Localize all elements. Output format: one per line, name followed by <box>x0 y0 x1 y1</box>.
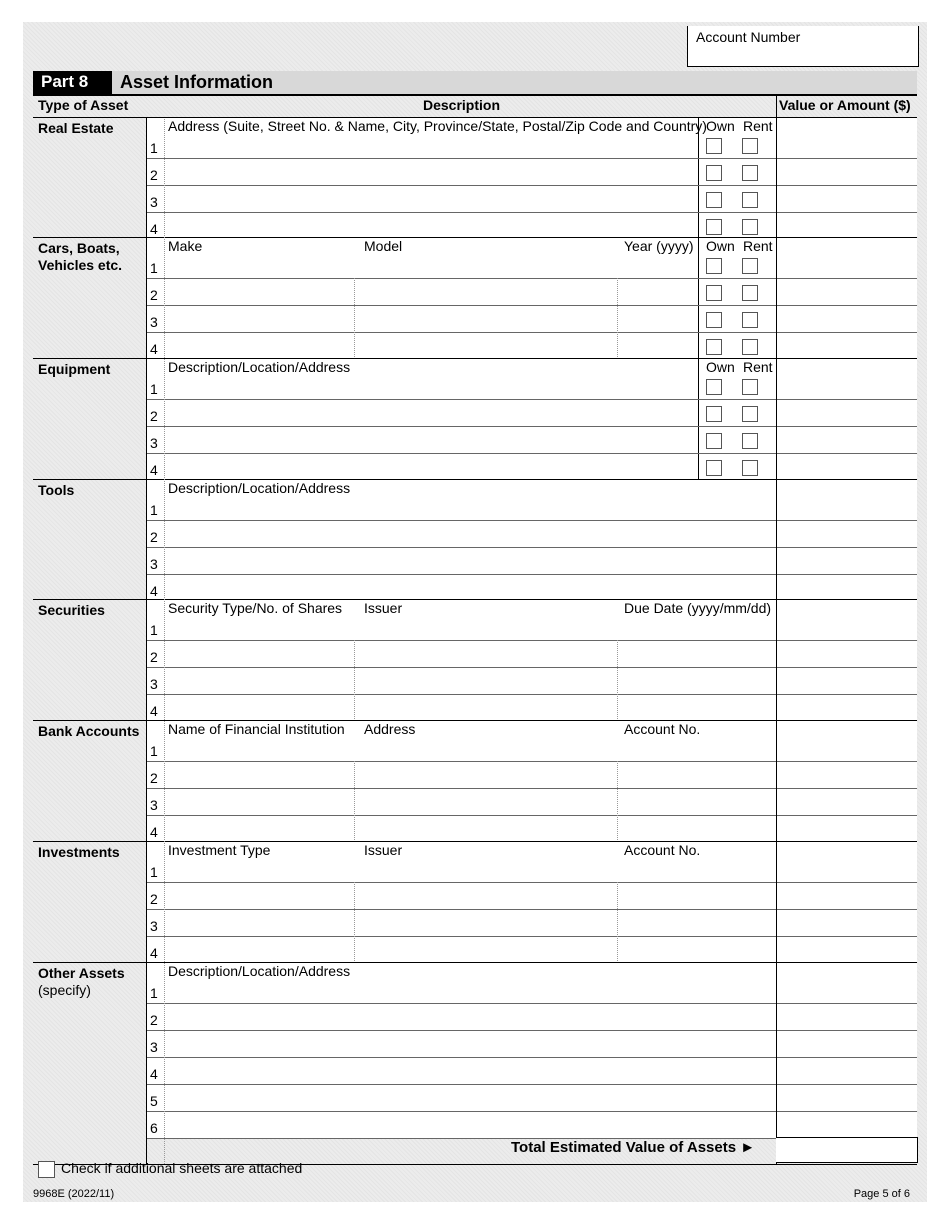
equipment-row-1-description-input[interactable] <box>164 358 698 399</box>
vehicles-row-4-own-checkbox[interactable] <box>706 339 722 355</box>
tools-row-number: 2 <box>150 529 158 545</box>
other-assets-column-label: Description/Location/Address <box>168 963 351 979</box>
equipment-column-label: Description/Location/Address <box>168 359 351 375</box>
equipment-row-number: 3 <box>150 435 158 451</box>
investments-row-3-description-input[interactable] <box>164 909 776 936</box>
securities-column-label: Security Type/No. of Shares <box>168 600 343 616</box>
securities-label <box>38 602 105 619</box>
tools-label <box>38 482 74 499</box>
tools-row-number: 1 <box>150 502 158 518</box>
equipment-row-3-own-checkbox[interactable] <box>706 433 722 449</box>
vehicles-row-4-rent-checkbox[interactable] <box>742 339 758 355</box>
equipment-row-3-rent-checkbox[interactable] <box>742 433 758 449</box>
bank-accounts-row-3-description-input[interactable] <box>164 788 776 815</box>
investments-row-3-value-input[interactable] <box>776 909 917 936</box>
equipment-row-3-description-input[interactable] <box>164 426 698 453</box>
real-estate-row-4-own-checkbox[interactable] <box>706 219 722 235</box>
investments-col-divider <box>354 882 355 963</box>
equipment-row-2-rent-checkbox[interactable] <box>742 406 758 422</box>
other-assets-row-1-description-input[interactable] <box>164 962 776 1003</box>
additional-sheets-checkbox[interactable] <box>38 1161 55 1178</box>
vehicles-row-number: 2 <box>150 287 158 303</box>
type-column-divider <box>146 117 147 1164</box>
vehicles-row-3-own-checkbox[interactable] <box>706 312 722 328</box>
securities-row-number: 4 <box>150 703 158 719</box>
investments-label <box>38 844 120 861</box>
equipment-row-4-rent-checkbox[interactable] <box>742 460 758 476</box>
securities-row-1-value-input[interactable] <box>776 599 917 640</box>
tools-row-2-value-input[interactable] <box>776 520 917 547</box>
real-estate-row-4-rent-checkbox[interactable] <box>742 219 758 235</box>
vehicles-row-1-rent-checkbox[interactable] <box>742 258 758 274</box>
tools-row-1-value-input[interactable] <box>776 479 917 520</box>
vehicles-row-1-value-input[interactable] <box>776 237 917 278</box>
type-of-asset-header: Type of Asset <box>38 97 129 113</box>
real-estate-name: Real Estate <box>38 120 114 136</box>
vehicles-row-number: 1 <box>150 260 158 276</box>
vehicles-row-2-own-checkbox[interactable] <box>706 285 722 301</box>
real-estate-row-2-own-checkbox[interactable] <box>706 165 722 181</box>
other-assets-row-3-value-input[interactable] <box>776 1030 917 1057</box>
investments-column-label: Investment Type <box>168 842 271 858</box>
investments-row-2-value-input[interactable] <box>776 882 917 909</box>
other-assets-row-number: 5 <box>150 1093 158 1109</box>
tools-row-1-description-input[interactable] <box>164 479 776 520</box>
bank-accounts-row-4-value-input[interactable] <box>776 815 917 842</box>
real-estate-row-4-description-input[interactable] <box>164 212 698 239</box>
total-estimated-value-input[interactable] <box>776 1137 918 1163</box>
vehicles-row-4-value-input[interactable] <box>776 332 917 359</box>
value-header: Value or Amount ($) <box>779 97 911 113</box>
other-assets-row-5-description-input[interactable] <box>164 1084 776 1111</box>
bank-accounts-column-label: Address <box>364 721 416 737</box>
other-assets-sub: (specify) <box>38 982 91 998</box>
other-assets-row-1-value-input[interactable] <box>776 962 917 1003</box>
other-assets-name: Other Assets <box>38 965 125 981</box>
tools-row-number: 4 <box>150 583 158 599</box>
page-number: Page 5 of 6 <box>853 1188 910 1200</box>
investments-column-label: Account No. <box>624 842 701 858</box>
real-estate-row-2-value-input[interactable] <box>776 158 917 185</box>
vehicles-own-label: Own <box>706 238 735 254</box>
bank-accounts-col-divider <box>617 761 618 842</box>
vehicles-row-number: 3 <box>150 314 158 330</box>
bank-accounts-column-label: Name of Financial Institution <box>168 721 345 737</box>
header-rule <box>33 94 917 96</box>
vehicles-column-label: Make <box>168 238 203 254</box>
other-assets-row-4-value-input[interactable] <box>776 1057 917 1084</box>
other-assets-row-5-value-input[interactable] <box>776 1084 917 1111</box>
tools-name: Tools <box>38 482 75 498</box>
vehicles-own-divider <box>698 237 699 359</box>
real-estate-row-number: 1 <box>150 140 158 156</box>
real-estate-row-3-rent-checkbox[interactable] <box>742 192 758 208</box>
form-id: 9968E (2022/11) <box>33 1188 115 1200</box>
real-estate-row-3-description-input[interactable] <box>164 185 698 212</box>
tools-row-4-description-input[interactable] <box>164 574 776 601</box>
other-assets-row-number: 3 <box>150 1039 158 1055</box>
bank-accounts-row-number: 3 <box>150 797 158 813</box>
bank-accounts-row-number: 1 <box>150 743 158 759</box>
tools-row-number: 3 <box>150 556 158 572</box>
other-assets-row-6-description-input[interactable] <box>164 1111 776 1138</box>
securities-row-number: 1 <box>150 622 158 638</box>
securities-name: Securities <box>38 602 105 618</box>
securities-row-2-value-input[interactable] <box>776 640 917 667</box>
real-estate-row-1-own-checkbox[interactable] <box>706 138 722 154</box>
securities-row-1-description-input[interactable] <box>164 599 776 640</box>
other-assets-label <box>38 965 125 999</box>
real-estate-column-label: Address (Suite, Street No. & Name, City, Province/State, Postal/Zip Code and Country) <box>168 118 707 134</box>
vehicles-label <box>38 240 122 274</box>
securities-column-label: Due Date (yyyy/mm/dd) <box>624 600 772 616</box>
equipment-own-label: Own <box>706 359 735 375</box>
securities-col-divider <box>617 640 618 721</box>
equipment-label <box>38 361 110 378</box>
other-assets-row-2-value-input[interactable] <box>776 1003 917 1030</box>
real-estate-label <box>38 120 113 137</box>
part-number: Part 8 <box>33 71 112 94</box>
bank-accounts-row-4-description-input[interactable] <box>164 815 776 842</box>
equipment-row-2-value-input[interactable] <box>776 399 917 426</box>
investments-row-1-value-input[interactable] <box>776 841 917 882</box>
other-assets-row-3-description-input[interactable] <box>164 1030 776 1057</box>
vehicles-row-2-rent-checkbox[interactable] <box>742 285 758 301</box>
bank-accounts-row-1-value-input[interactable] <box>776 720 917 761</box>
real-estate-row-number: 3 <box>150 194 158 210</box>
equipment-row-1-value-input[interactable] <box>776 358 917 399</box>
tools-row-3-description-input[interactable] <box>164 547 776 574</box>
vehicles-row-number: 4 <box>150 341 158 357</box>
other-assets-row-number: 4 <box>150 1066 158 1082</box>
other-assets-row-number: 1 <box>150 985 158 1001</box>
other-assets-row-4-description-input[interactable] <box>164 1057 776 1084</box>
vehicles-column-label: Year (yyyy) <box>624 238 694 254</box>
real-estate-own-label: Own <box>706 118 735 134</box>
part-title: Asset Information <box>120 72 274 92</box>
securities-row-3-description-input[interactable] <box>164 667 776 694</box>
bank-accounts-row-number: 2 <box>150 770 158 786</box>
real-estate-row-1-rent-checkbox[interactable] <box>742 138 758 154</box>
tools-row-3-value-input[interactable] <box>776 547 917 574</box>
vehicles-rent-label: Rent <box>743 238 773 254</box>
real-estate-row-2-description-input[interactable] <box>164 158 698 185</box>
tools-row-2-description-input[interactable] <box>164 520 776 547</box>
investments-row-2-description-input[interactable] <box>164 882 776 909</box>
real-estate-row-3-own-checkbox[interactable] <box>706 192 722 208</box>
securities-row-4-value-input[interactable] <box>776 694 917 721</box>
equipment-row-number: 4 <box>150 462 158 478</box>
other-assets-row-2-description-input[interactable] <box>164 1003 776 1030</box>
bank-accounts-col-divider <box>354 761 355 842</box>
equipment-row-1-rent-checkbox[interactable] <box>742 379 758 395</box>
account-number-field[interactable] <box>687 26 919 67</box>
equipment-name: Equipment <box>38 361 111 377</box>
tools-row-4-value-input[interactable] <box>776 574 917 601</box>
additional-sheets-label: Check if additional sheets are attached <box>61 1160 303 1176</box>
securities-col-divider <box>354 640 355 721</box>
equipment-row-2-own-checkbox[interactable] <box>706 406 722 422</box>
description-header: Description <box>423 97 501 113</box>
bank-accounts-label <box>38 723 139 740</box>
equipment-row-4-description-input[interactable] <box>164 453 698 480</box>
real-estate-row-2-rent-checkbox[interactable] <box>742 165 758 181</box>
vehicles-row-1-own-checkbox[interactable] <box>706 258 722 274</box>
bank-accounts-column-label: Account No. <box>624 721 701 737</box>
securities-column-label: Issuer <box>364 600 403 616</box>
investments-row-number: 4 <box>150 945 158 961</box>
investments-row-1-description-input[interactable] <box>164 841 776 882</box>
bank-accounts-row-2-description-input[interactable] <box>164 761 776 788</box>
vehicles-col-divider <box>354 278 355 359</box>
value-column-divider <box>776 94 777 1164</box>
investments-name: Investments <box>38 844 120 860</box>
number-column-divider <box>164 117 165 1164</box>
vehicles-row-3-value-input[interactable] <box>776 305 917 332</box>
bank-accounts-row-3-value-input[interactable] <box>776 788 917 815</box>
other-assets-row-6-value-input[interactable] <box>776 1111 917 1138</box>
investments-col-divider <box>617 882 618 963</box>
bank-accounts-row-1-description-input[interactable] <box>164 720 776 761</box>
total-estimated-value-label: Total Estimated Value of Assets ► <box>511 1139 756 1156</box>
investments-row-number: 1 <box>150 864 158 880</box>
equipment-row-number: 1 <box>150 381 158 397</box>
other-assets-row-number: 2 <box>150 1012 158 1028</box>
vehicles-row-2-value-input[interactable] <box>776 278 917 305</box>
investments-column-label: Issuer <box>364 842 403 858</box>
vehicles-row-1-description-input[interactable] <box>164 237 698 278</box>
bank-accounts-row-number: 4 <box>150 824 158 840</box>
real-estate-row-1-value-input[interactable] <box>776 117 917 158</box>
vehicles-column-label: Model <box>364 238 403 254</box>
investments-row-number: 3 <box>150 918 158 934</box>
header-bottom-rule <box>33 117 917 118</box>
securities-row-4-description-input[interactable] <box>164 694 776 721</box>
real-estate-row-4-value-input[interactable] <box>776 212 917 239</box>
vehicles-row-3-rent-checkbox[interactable] <box>742 312 758 328</box>
real-estate-own-divider <box>698 117 699 239</box>
real-estate-row-1-description-input[interactable] <box>164 117 698 158</box>
equipment-row-number: 2 <box>150 408 158 424</box>
equipment-row-2-description-input[interactable] <box>164 399 698 426</box>
other-assets-row-number: 6 <box>150 1120 158 1136</box>
equipment-row-3-value-input[interactable] <box>776 426 917 453</box>
account-number-label: Account Number <box>696 29 801 45</box>
bank-accounts-name: Bank Accounts <box>38 723 140 739</box>
securities-row-number: 3 <box>150 676 158 692</box>
securities-row-number: 2 <box>150 649 158 665</box>
investments-row-4-value-input[interactable] <box>776 936 917 963</box>
equipment-row-1-own-checkbox[interactable] <box>706 379 722 395</box>
equipment-row-4-own-checkbox[interactable] <box>706 460 722 476</box>
securities-row-2-description-input[interactable] <box>164 640 776 667</box>
investments-row-number: 2 <box>150 891 158 907</box>
vehicles-name: Cars, Boats, <box>38 240 120 256</box>
vehicles-col-divider <box>617 278 618 359</box>
tools-column-label: Description/Location/Address <box>168 480 351 496</box>
investments-row-4-description-input[interactable] <box>164 936 776 963</box>
real-estate-row-number: 2 <box>150 167 158 183</box>
real-estate-row-3-value-input[interactable] <box>776 185 917 212</box>
securities-row-3-value-input[interactable] <box>776 667 917 694</box>
equipment-row-4-value-input[interactable] <box>776 453 917 480</box>
real-estate-rent-label: Rent <box>743 118 773 134</box>
real-estate-row-number: 4 <box>150 221 158 237</box>
vehicles-name-2: Vehicles etc. <box>38 257 123 273</box>
bank-accounts-row-2-value-input[interactable] <box>776 761 917 788</box>
equipment-own-divider <box>698 358 699 480</box>
equipment-rent-label: Rent <box>743 359 773 375</box>
